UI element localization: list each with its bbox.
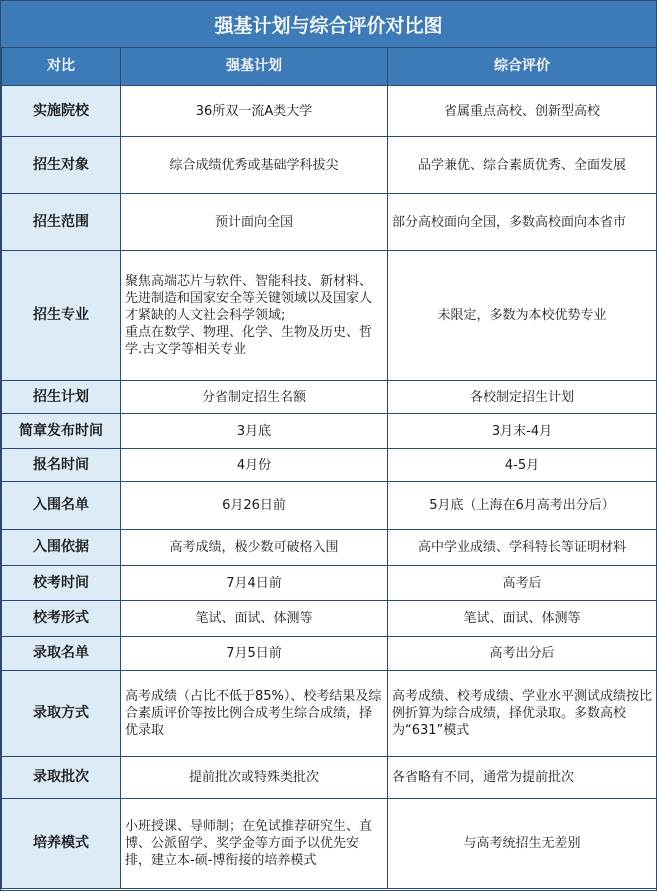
qiangji-cell: 高考成绩，极少数可破格入围	[121, 530, 388, 566]
zonghe-cell: 笔试、面试、体测等	[388, 601, 657, 637]
zonghe-cell: 4-5月	[388, 449, 657, 482]
table-row	[2, 251, 657, 381]
table-row	[2, 381, 657, 414]
comparison-table	[1, 47, 657, 889]
qiangji-cell: 提前批次或特殊类批次	[121, 757, 388, 799]
zonghe-cell: 3月末-4月	[388, 414, 657, 449]
row-label: 培养模式	[2, 799, 121, 889]
zonghe-cell: 省属重点高校、创新型高校	[388, 86, 657, 137]
qiangji-cell: 7月4日前	[121, 566, 388, 601]
row-label: 入围依据	[2, 530, 121, 566]
table-row	[2, 671, 657, 757]
qiangji-cell: 笔试、面试、体测等	[121, 601, 388, 637]
row-label: 招生计划	[2, 381, 121, 414]
table-row	[2, 601, 657, 637]
qiangji-cell: 36所双一流A类大学	[121, 86, 388, 137]
zonghe-cell: 部分高校面向全国，多数高校面向本省市	[388, 194, 657, 251]
row-label: 录取名单	[2, 637, 121, 671]
row-label: 招生范围	[2, 194, 121, 251]
zonghe-cell: 未限定，多数为本校优势专业	[388, 251, 657, 381]
qiangji-cell: 4月份	[121, 449, 388, 482]
table-row	[2, 799, 657, 889]
row-label: 录取批次	[2, 757, 121, 799]
row-label: 录取方式	[2, 671, 121, 757]
zonghe-cell: 高考成绩、校考成绩、学业水平测试成绩按比例折算为综合成绩，择优录取。多数高校为“631”模式	[388, 671, 657, 757]
table-row	[2, 637, 657, 671]
table-header-row	[2, 48, 657, 86]
zonghe-cell: 5月底（上海在6月高考出分后）	[388, 482, 657, 530]
zonghe-cell: 高中学业成绩、学科特长等证明材料	[388, 530, 657, 566]
row-label: 实施院校	[2, 86, 121, 137]
table-row	[2, 414, 657, 449]
table-row	[2, 194, 657, 251]
row-label: 校考时间	[2, 566, 121, 601]
table-row	[2, 449, 657, 482]
row-label: 入围名单	[2, 482, 121, 530]
qiangji-cell: 综合成绩优秀或基础学科拔尖	[121, 137, 388, 194]
page-title: 强基计划与综合评价对比图	[1, 1, 656, 47]
qiangji-cell: 3月底	[121, 414, 388, 449]
table-row	[2, 566, 657, 601]
table-row	[2, 482, 657, 530]
zonghe-cell: 与高考统招生无差别	[388, 799, 657, 889]
zonghe-cell: 各省略有不同，通常为提前批次	[388, 757, 657, 799]
table-row	[2, 757, 657, 799]
qiangji-cell: 分省制定招生名额	[121, 381, 388, 414]
header-compare: 对比	[2, 48, 121, 86]
table-row	[2, 530, 657, 566]
header-qiangji: 强基计划	[121, 48, 388, 86]
qiangji-cell: 小班授课、导师制；在免试推荐研究生、直博、公派留学、奖学金等方面予以优先安排，建立本-硕-博衔接的培养模式	[121, 799, 388, 889]
row-label: 招生对象	[2, 137, 121, 194]
row-label: 校考形式	[2, 601, 121, 637]
header-zonghe: 综合评价	[388, 48, 657, 86]
qiangji-cell: 高考成绩（占比不低于85%）、校考结果及综合素质评价等按比例合成考生综合成绩，择优录取	[121, 671, 388, 757]
row-label: 招生专业	[2, 251, 121, 381]
row-label: 简章发布时间	[2, 414, 121, 449]
zonghe-cell: 高考出分后	[388, 637, 657, 671]
zonghe-cell: 高考后	[388, 566, 657, 601]
qiangji-cell: 7月5日前	[121, 637, 388, 671]
qiangji-cell: 6月26日前	[121, 482, 388, 530]
qiangji-cell: 聚焦高端芯片与软件、智能科技、新材料、先进制造和国家安全等关键领域以及国家人才紧缺的人文社会科学领域; 重点在数学、物理、化学、生物及历史、哲学.古文学等相关专业	[121, 251, 388, 381]
row-label: 报名时间	[2, 449, 121, 482]
zonghe-cell: 品学兼优、综合素质优秀、全面发展	[388, 137, 657, 194]
zonghe-cell: 各校制定招生计划	[388, 381, 657, 414]
table-row	[2, 86, 657, 137]
table-row	[2, 137, 657, 194]
qiangji-cell: 预计面向全国	[121, 194, 388, 251]
